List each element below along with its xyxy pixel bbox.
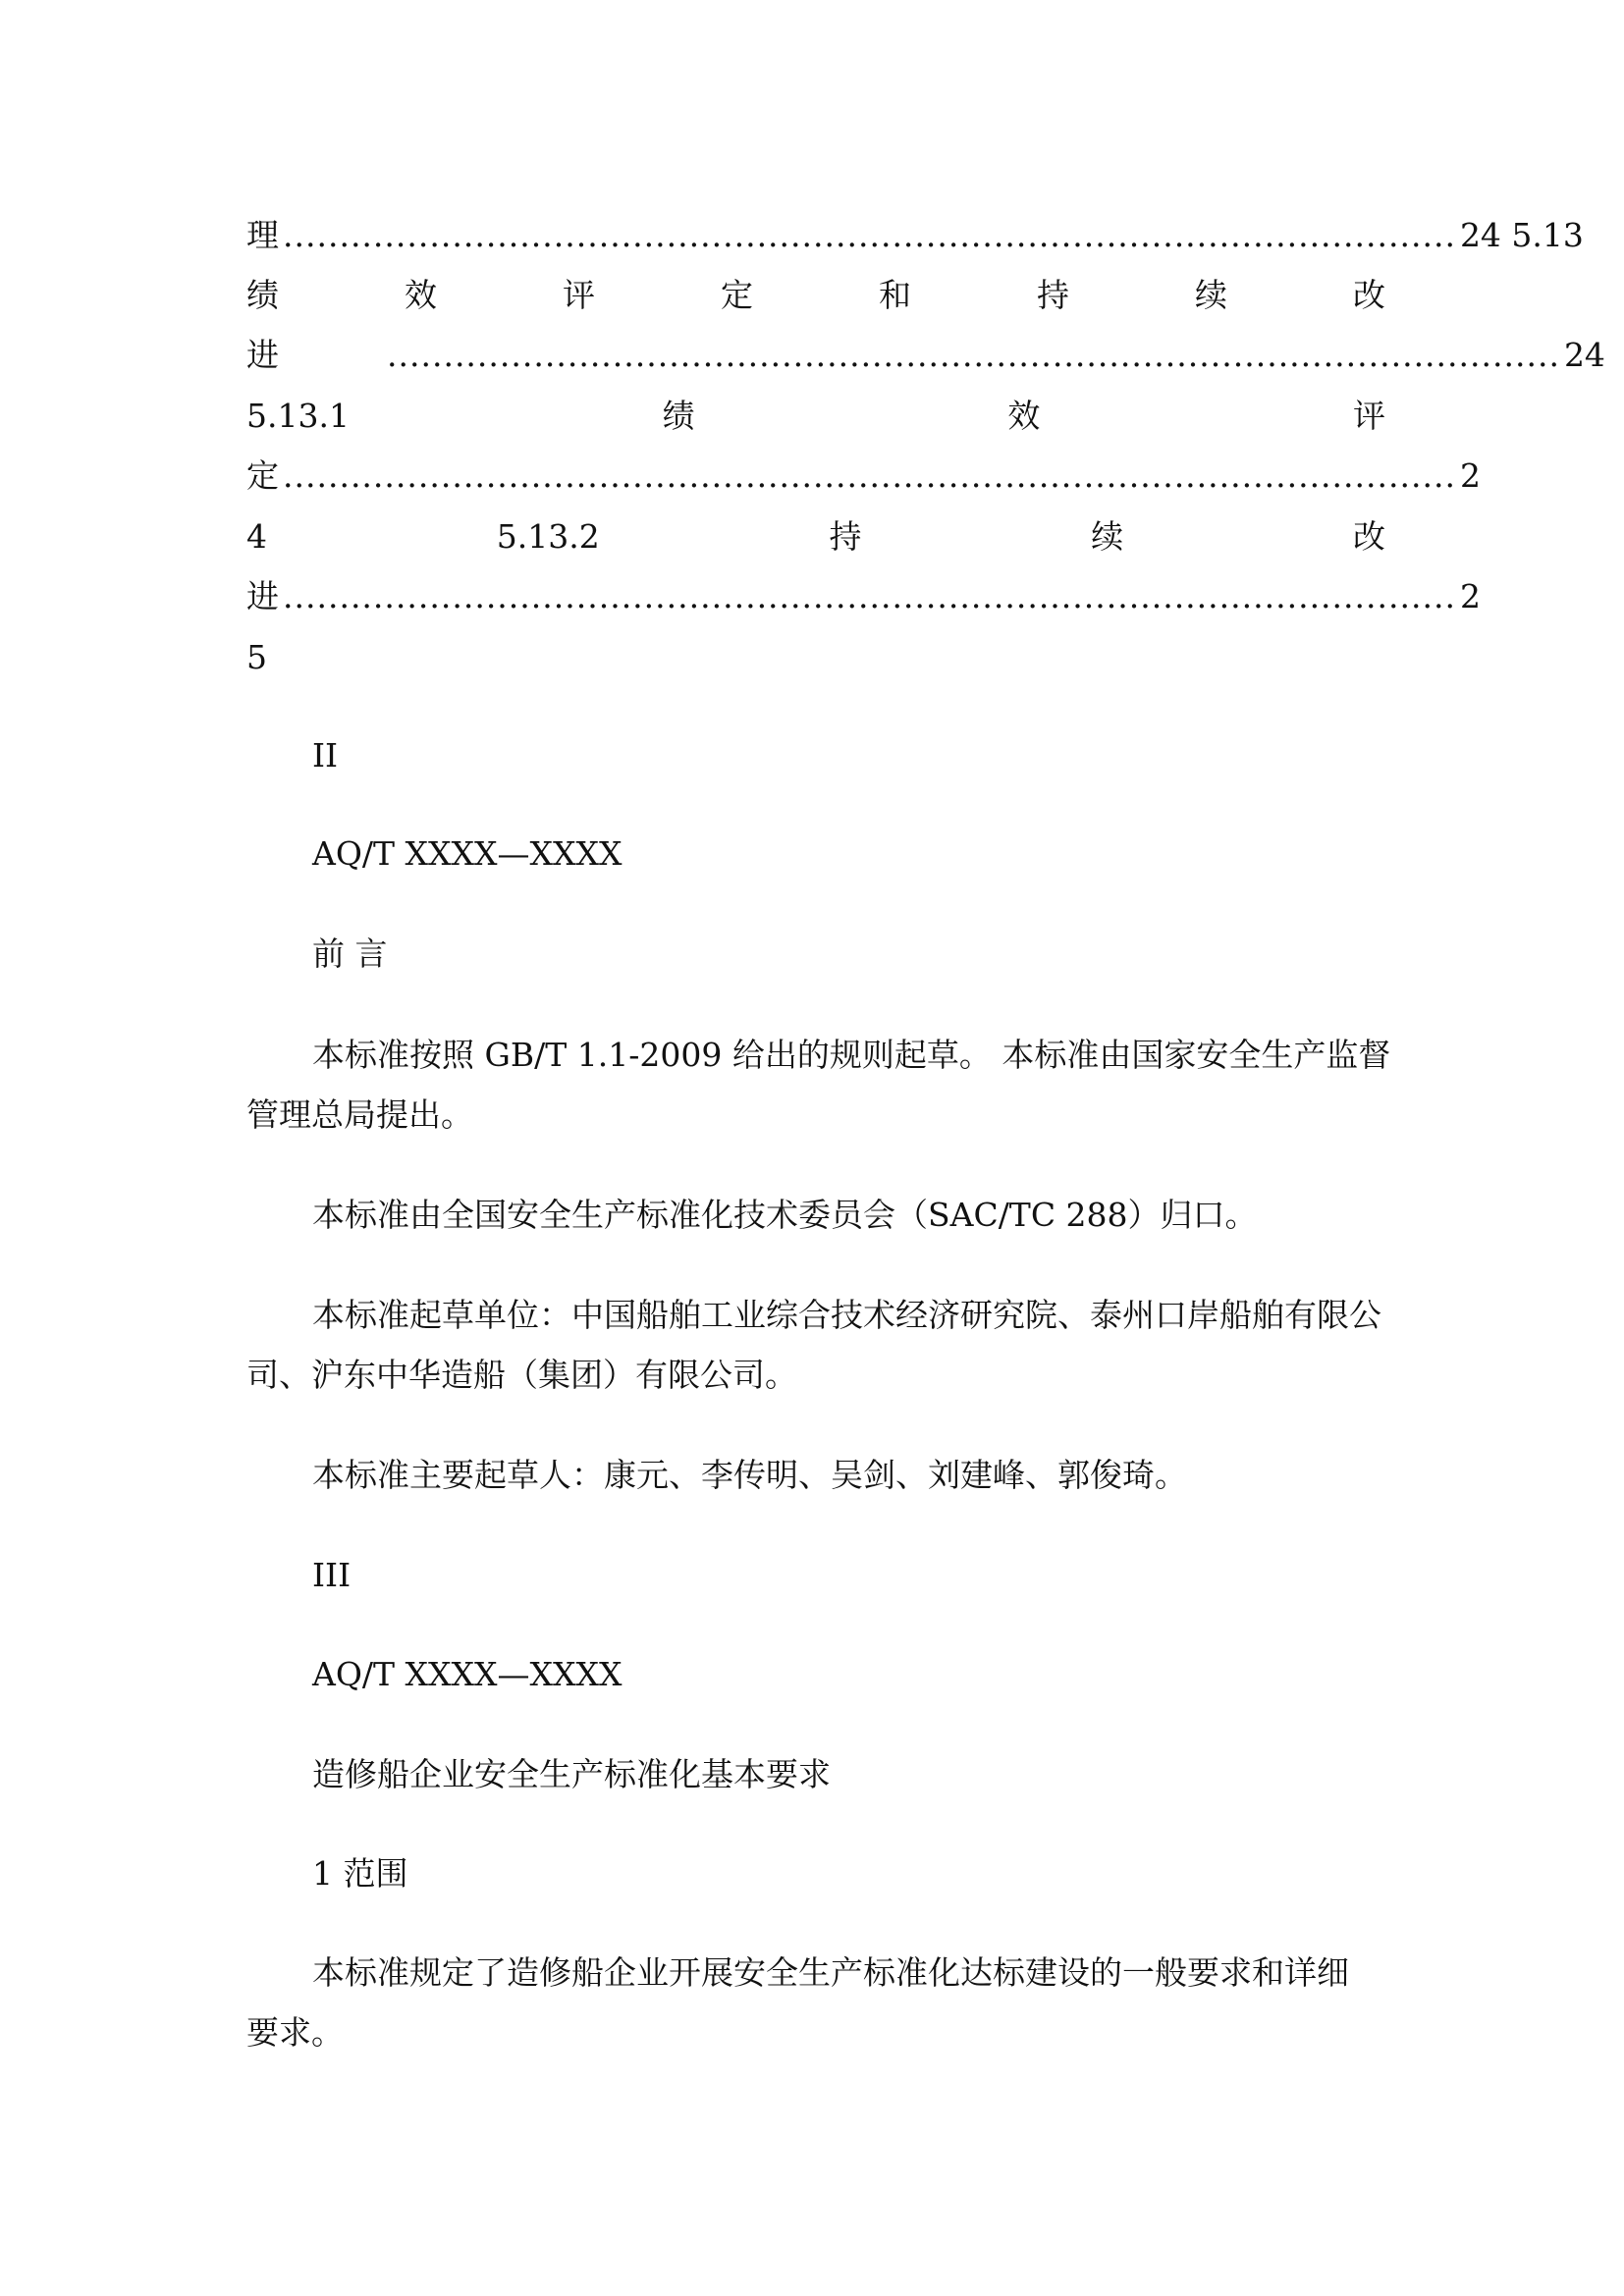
page-number-roman-ii: II — [312, 736, 339, 774]
paragraph-line: 要求。 — [246, 2013, 344, 2052]
toc-line-6 — [246, 515, 1385, 559]
toc-char: 和 — [879, 276, 911, 314]
toc-char: 绩 — [662, 397, 695, 435]
paragraph: 本标准由全国安全生产标准化技术委员会（SAC/TC 288）归口。 — [312, 1196, 1258, 1234]
toc-char: 持 — [1037, 276, 1069, 314]
toc-page-number: 4 — [246, 517, 267, 556]
toc-char: 效 — [405, 276, 437, 314]
page-number-roman-iii: III — [312, 1556, 352, 1594]
toc-line-4 — [246, 395, 1385, 438]
toc-char: 改 — [1352, 517, 1385, 556]
toc-line-8 — [246, 636, 1385, 679]
doc-code-header: AQ/T XXXX—XXXX — [312, 1655, 623, 1693]
toc-char: 续 — [1091, 517, 1124, 556]
paragraph-line: 本标准起草单位：中国船舶工业综合技术经济研究院、泰州口岸船舶有限公 — [312, 1296, 1381, 1334]
paragraph-line: 司、沪东中华造船（集团）有限公司。 — [246, 1356, 797, 1394]
toc-page-number: 2 — [1459, 577, 1481, 615]
toc-char: 评 — [1352, 397, 1385, 435]
toc-leader-dots: ........................................................................................................ — [387, 336, 1560, 374]
toc-leader-dots: ........................................................................................................ — [283, 577, 1456, 615]
foreword-heading: 前 言 — [312, 934, 388, 973]
toc-page-number: 5 — [246, 638, 267, 676]
standard-title: 造修船企业安全生产标准化基本要求 — [312, 1755, 831, 1793]
toc-text: 理 — [246, 216, 279, 254]
toc-section-number: 5.13.2 — [496, 517, 600, 556]
toc-char: 续 — [1195, 276, 1227, 314]
toc-line-1 — [246, 214, 1584, 257]
toc-char: 持 — [829, 517, 862, 556]
toc-page-number: 24 5.13 — [1459, 216, 1584, 254]
toc-line-3 — [246, 334, 1605, 377]
toc-text: 定 — [246, 456, 279, 495]
toc-char: 绩 — [246, 276, 279, 314]
paragraph: 本标准主要起草人：康元、李传明、吴剑、刘建峰、郭俊琦。 — [312, 1456, 1187, 1494]
paragraph-line: 本标准按照 GB/T 1.1-2009 给出的规则起草。 本标准由国家安全生产监督 — [312, 1036, 1391, 1074]
toc-section-number: 5.13.1 — [246, 397, 350, 435]
toc-text: 进 — [246, 577, 279, 615]
toc-line-5 — [246, 454, 1481, 498]
toc-leader-dots: ........................................................................................................ — [283, 216, 1456, 254]
paragraph-line: 管理总局提出。 — [246, 1095, 473, 1134]
toc-char: 评 — [563, 276, 595, 314]
toc-line-2 — [246, 274, 1385, 317]
toc-page-number: 2 — [1459, 456, 1481, 495]
paragraph-line: 本标准规定了造修船企业开展安全生产标准化达标建设的一般要求和详细 — [312, 1953, 1349, 1992]
section-heading: 1 范围 — [312, 1854, 408, 1893]
toc-page-number: 24 — [1563, 336, 1605, 374]
toc-line-7 — [246, 575, 1481, 618]
doc-code-header: AQ/T XXXX—XXXX — [312, 834, 623, 873]
toc-text: 进 — [246, 336, 279, 374]
toc-char: 效 — [1007, 397, 1041, 435]
toc-char: 改 — [1353, 276, 1385, 314]
toc-char: 定 — [721, 276, 753, 314]
toc-leader-dots: ........................................................................................................ — [283, 456, 1456, 495]
